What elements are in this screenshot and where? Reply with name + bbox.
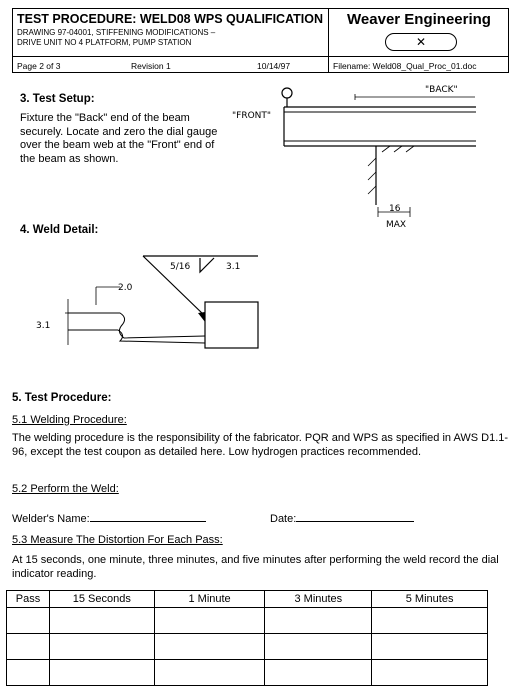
dimension-max-note: MAX bbox=[386, 220, 407, 230]
date-field[interactable] bbox=[270, 511, 414, 527]
welder-name-field[interactable] bbox=[12, 511, 206, 527]
company-name: Weaver Engineering bbox=[347, 11, 491, 28]
document-date: 10/14/97 bbox=[257, 61, 291, 71]
section-5-2-heading: 5.2 Perform the Weld: bbox=[12, 483, 119, 495]
weld-size: 5/16 bbox=[170, 262, 191, 272]
table-cell[interactable] bbox=[372, 608, 488, 634]
weld-length: 3.1 bbox=[226, 262, 241, 272]
table-cell[interactable] bbox=[265, 660, 372, 686]
column-header: 5 Minutes bbox=[372, 591, 488, 608]
table-cell[interactable] bbox=[154, 608, 265, 634]
distortion-table bbox=[6, 590, 488, 686]
table-cell[interactable] bbox=[49, 660, 154, 686]
dimension-2-0: 2.0 bbox=[118, 283, 133, 293]
fillet-weld-symbol-icon bbox=[200, 258, 214, 272]
table-cell[interactable] bbox=[7, 660, 50, 686]
table-cell[interactable] bbox=[372, 634, 488, 660]
dimension-value: 16 bbox=[389, 204, 401, 214]
section-4-title: 4. Weld Detail: bbox=[20, 224, 99, 236]
section-5-1-body: The welding procedure is the responsibility of the fabricator. PQR and WPS as specified in AWS D1.1-96, except the test coupon as detailed here. Low hydrogen practices recommended. bbox=[12, 432, 509, 458]
section-3-title: 3. Test Setup: bbox=[20, 93, 95, 105]
table-row bbox=[7, 608, 488, 634]
section-3-body: Fixture the "Back" end of the beam securely. Locate and zero the dial gauge over the beam web at the "Front" end of the beam as shown. bbox=[20, 112, 218, 165]
subtitle-line-1: DRAWING 97-04001, STIFFENING MODIFICATIONS – bbox=[17, 28, 216, 37]
section-5-1-heading: 5.1 Welding Procedure: bbox=[12, 414, 127, 426]
column-header: 1 Minute bbox=[154, 591, 265, 608]
table-cell[interactable] bbox=[49, 634, 154, 660]
table-cell[interactable] bbox=[265, 634, 372, 660]
table-cell[interactable] bbox=[7, 634, 50, 660]
date-label: Date: bbox=[270, 513, 297, 525]
column-header: 15 Seconds bbox=[49, 591, 154, 608]
column-header: Pass bbox=[7, 591, 50, 608]
welder-name-label: Welder's Name: bbox=[12, 513, 90, 525]
front-label: "FRONT" bbox=[232, 111, 272, 121]
page-number: Page 2 of 3 bbox=[17, 61, 61, 71]
table-header-row bbox=[7, 591, 488, 608]
table-cell[interactable] bbox=[154, 634, 265, 660]
table-row bbox=[7, 660, 488, 686]
section-5-3-heading: 5.3 Measure The Distortion For Each Pass: bbox=[12, 534, 223, 546]
filename: Filename: Weld08_Qual_Proc_01.doc bbox=[333, 61, 477, 71]
subtitle-line-2: DRIVE UNIT NO 4 PLATFORM, PUMP STATION bbox=[17, 38, 192, 47]
back-label: "BACK" bbox=[425, 85, 458, 95]
logo-x-icon: ✕ bbox=[415, 35, 427, 49]
table-row bbox=[7, 634, 488, 660]
table-cell[interactable] bbox=[372, 660, 488, 686]
dial-gauge-icon bbox=[282, 88, 292, 98]
table-cell[interactable] bbox=[7, 608, 50, 634]
section-5-3-body: At 15 seconds, one minute, three minutes, and five minutes after performing the weld record the dial indicator reading. bbox=[12, 554, 499, 580]
document-title: TEST PROCEDURE: WELD08 WPS QUALIFICATION bbox=[17, 12, 324, 26]
revision: Revision 1 bbox=[131, 61, 171, 71]
column-header: 3 Minutes bbox=[265, 591, 372, 608]
welder-name-blank[interactable] bbox=[90, 511, 206, 522]
date-blank[interactable] bbox=[296, 511, 414, 522]
section-5-title: 5. Test Procedure: bbox=[12, 392, 112, 404]
dimension-3-1: 3.1 bbox=[36, 321, 51, 331]
table-cell[interactable] bbox=[265, 608, 372, 634]
table-cell[interactable] bbox=[154, 660, 265, 686]
table-cell[interactable] bbox=[49, 608, 154, 634]
